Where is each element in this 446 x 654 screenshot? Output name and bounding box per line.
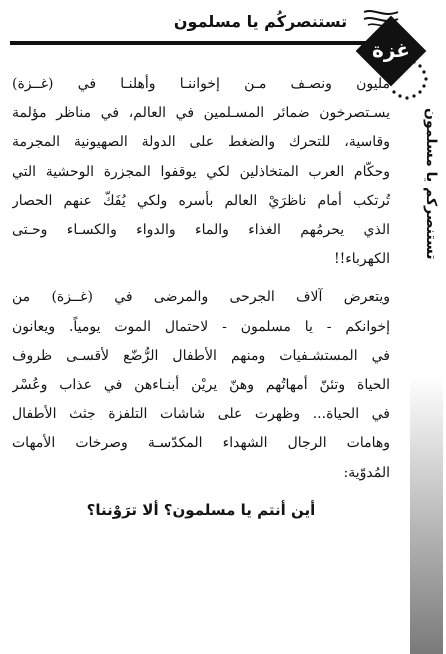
title-underline	[10, 41, 370, 45]
paragraph-1	[12, 70, 390, 274]
paragraph-1-line: الكهرباء!!	[333, 251, 390, 268]
paragraph-2-line: إخوانكم - يا مسلمون - لاحتمال الموت يومياً. ويعانون	[12, 318, 390, 335]
paragraph-2-line: ويتعرض آلاف الجرحى والمرضى في (غــزة) من	[12, 289, 390, 306]
paragraph-1-line: مليون ونصـف مـن إخواننـا وأهلنـا في (غــزة)	[12, 76, 390, 92]
closing-question: أين أنتم يا مسلمون؟ ألا ترَوْننا؟	[86, 500, 316, 519]
paragraph-1-line: وحكّام العرب المتخاذلين لكي يوقفوا المجزرة الوحشية التي	[12, 163, 390, 180]
sidebar-vertical-title: تستنصركم يا مسلمون	[423, 108, 439, 260]
paragraph-2-line: في المستشـفيات ومنهم الأطفال الرُّضّع لأقسـى ظروف	[12, 347, 390, 364]
paragraph-1-line: الذي يحرمُهم الغذاء والماء والدواء والكسـاء وحـتى	[12, 222, 390, 239]
paragraph-2	[12, 283, 390, 487]
page-title: تستنصركُم يا مسلمون	[173, 12, 348, 31]
paragraph-2-line: وهامات الرجال الشهداء المكدّسـة وصرخات الأمهات	[12, 435, 390, 452]
sidebar	[403, 96, 443, 654]
paragraph-1-line: تُرتكب أمام ناظرَيْ العالم بأسره ولكي يُفَكّ عنهم الحصار	[12, 192, 390, 209]
article-body	[12, 70, 390, 525]
paragraph-2-line: في الحياة... وظهرت على شاشات التلفزة جثث الأطفال	[12, 406, 390, 423]
paragraph-1-line: يسـتصرخون ضمائر المسـلمين في العالم، في مناظر مؤلمة	[12, 105, 390, 122]
paragraph-2-line: المُدوّية:	[343, 464, 390, 481]
badge-label: غزة	[372, 38, 410, 62]
sidebar-gradient-band	[410, 376, 443, 654]
paragraph-1-line: وقاسية، للتحرك والضغط على الدولة الصهيونية المجرمة	[12, 134, 390, 151]
paragraph-2-line: الحياة وتئنّ أمهاتُهم وهنّ يريْن أبنـاءهن في عذاب وعُسْر	[12, 377, 390, 394]
